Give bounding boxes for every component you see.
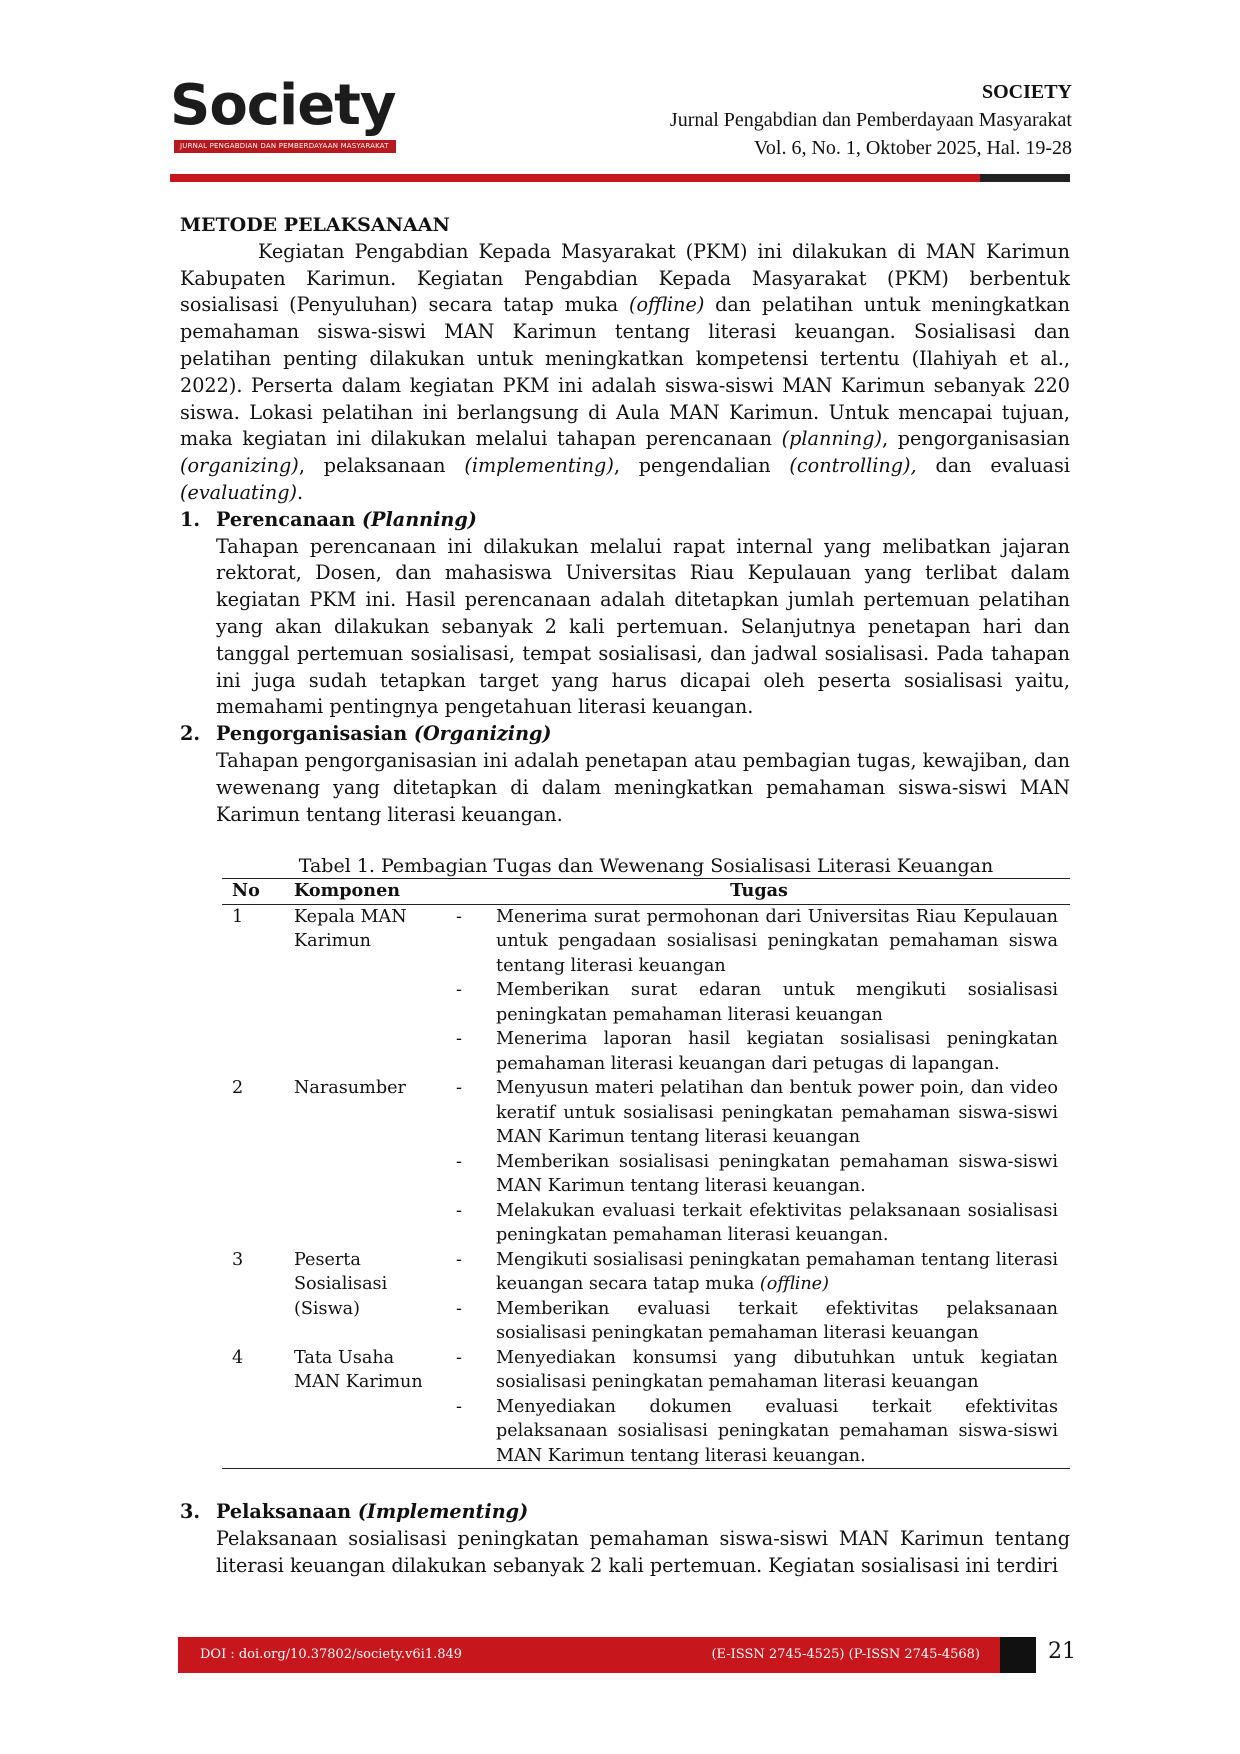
- table-block: [222, 854, 1070, 1469]
- list-number: 1.: [180, 507, 201, 531]
- task-item: - Menyediakan konsumsi yang dibutuhkan untuk kegiatan sosialisasi peningkatan pemahaman literasi keuangan: [456, 1347, 1058, 1393]
- header-komponen: Komponen: [290, 879, 448, 905]
- cell-tugas: [448, 1076, 1070, 1248]
- table-header-row: [222, 879, 1070, 905]
- list-number: 3.: [180, 1500, 201, 1524]
- task-item: - Melakukan evaluasi terkait efektivitas pelaksanaan sosialisasi peningkatan pemahaman literasi keuangan.: [456, 1200, 1058, 1246]
- task-table: [222, 878, 1070, 1469]
- table-caption: Tabel 1. Pembagian Tugas dan Wewenang Sosialisasi Literasi Keuangan: [298, 855, 994, 878]
- cell-komponen: Tata Usaha MAN Karimun: [290, 1346, 448, 1469]
- header-rule: [170, 174, 1070, 182]
- list-title: Pelaksanaan (Implementing): [216, 1500, 529, 1524]
- doi-link[interactable]: DOI : doi.org/10.37802/society.v6i1.849: [200, 1647, 463, 1662]
- cell-no: 3: [232, 1249, 244, 1270]
- list-paragraph: Pelaksanaan sosialisasi peningkatan pemahaman siswa-siswi MAN Karimun tentang literasi keuangan dilakukan sebanyak 2 kali pertemuan. Kegiatan sosialisasi ini terdiri: [216, 1527, 1070, 1577]
- section-heading: METODE PELAKSANAAN: [180, 214, 450, 236]
- header-rule-accent: [980, 174, 1070, 182]
- article-body: [180, 212, 1070, 1580]
- list-item-implementing: [180, 1499, 1070, 1579]
- list-item-organizing: [180, 721, 1070, 828]
- list-paragraph: Tahapan perencanaan ini dilakukan melalui rapat internal yang melibatkan jajaran rektorat, Dosen, dan mahasiswa Universitas Riau Kepulauan yang terlibat dalam kegiatan PKM ini. Hasil perencanaan adalah ditetapkan jumlah pertemuan pelatihan yang akan dilakukan sebanyak 2 kali pertemuan. Selanjutnya penetapan hari dan tanggal pertemuan sosialisasi, tempat sosialisasi, dan jadwal sosialisasi. Pada tahapan ini juga sudah tetapkan target yang harus dicapai oleh peserta sosialisasi yaitu, memahami pentingnya pengetahuan literasi keuangan.: [216, 534, 1070, 719]
- task-item: - Menerima surat permohonan dari Universitas Riau Kepulauan untuk pengadaan sosialisasi peningkatan pemahaman siswa tentang literasi keuangan: [456, 906, 1058, 976]
- task-item: - Memberikan surat edaran untuk mengikuti sosialisasi peningkatan pemahaman literasi keuangan: [456, 980, 1058, 1025]
- cell-tugas: [448, 904, 1070, 1076]
- journal-logo: [170, 73, 400, 158]
- cell-komponen: Kepala MAN Karimun: [294, 906, 407, 952]
- journal-subtitle: Jurnal Pengabdian dan Pemberdayaan Masyarakat: [669, 109, 1072, 131]
- footer-accent: [1000, 1637, 1036, 1673]
- cell-no: 1: [232, 906, 244, 927]
- table-row: [222, 904, 1070, 1076]
- cell-no: 2: [232, 1078, 244, 1099]
- list-title: Perencanaan (Planning): [216, 507, 477, 531]
- task-item: - Memberikan sosialisasi peningkatan pemahaman siswa-siswi MAN Karimun tentang literasi keuangan.: [456, 1151, 1058, 1197]
- page-number: 21: [1048, 1639, 1076, 1664]
- cell-tugas: [448, 1346, 1070, 1469]
- task-item: - Menyediakan dokumen evaluasi terkait efektivitas pelaksanaan sosialisasi peningkatan pemahaman siswa-siswi MAN Karimun tentang literasi keuangan.: [456, 1396, 1058, 1466]
- table-row: [222, 1346, 1070, 1469]
- task-item: - Memberikan evaluasi terkait efektivitas pelaksanaan sosialisasi peningkatan pemahaman literasi keuangan: [456, 1298, 1058, 1344]
- task-item: - Mengikuti sosialisasi peningkatan pemahaman tentang literasi keuangan secara tatap muka (offline): [456, 1249, 1058, 1295]
- intro-paragraph: Kegiatan Pengabdian Kepada Masyarakat (PKM) ini dilakukan di MAN Karimun Kabupaten Karimun. Kegiatan Pengabdian Kepada Masyarakat (PKM) berbentuk sosialisasi (Penyuluhan) secara tatap muka (offline) dan pelatihan untuk meningkatkan pemahaman siswa-siswi MAN Karimun tentang literasi keuangan. Sosialisasi dan pelatihan penting dilakukan untuk meningkatkan kompetensi tertentu (Ilahiyah et al., 2022). Perserta dalam kegiatan PKM ini adalah siswa-siswi MAN Karimun sebanyak 220 siswa. Lokasi pelatihan ini berlangsung di Aula MAN Karimun. Untuk mencapai tujuan, maka kegiatan ini dilakukan melalui tahapan perencanaan (planning), pengorganisasian (organizing), pelaksanaan (implementing), pengendalian (controlling), dan evaluasi (evaluating).: [180, 239, 1070, 504]
- cell-komponen: Narasumber: [294, 1078, 406, 1099]
- header-tugas: Tugas: [448, 879, 1070, 905]
- cell-tugas: [448, 1248, 1070, 1346]
- list-number: 2.: [180, 722, 201, 746]
- cell-no: 4: [222, 1346, 290, 1469]
- journal-name: SOCIETY: [981, 81, 1072, 103]
- table-row: [222, 1248, 1070, 1346]
- journal-header: [670, 78, 1072, 162]
- journal-volume: Vol. 6, No. 1, Oktober 2025, Hal. 19-28: [754, 137, 1072, 159]
- cell-komponen: Peserta Sosialisasi (Siswa): [294, 1249, 388, 1319]
- list-title: Pengorganisasian (Organizing): [216, 722, 552, 746]
- task-item: - Menyusun materi pelatihan dan bentuk power poin, dan video keratif untuk sosialisasi peningkatan pemahaman siswa-siswi MAN Karimun tentang literasi keuangan: [456, 1078, 1058, 1148]
- logo-tagline: JURNAL PENGABDIAN DAN PEMBERDAYAAN MASYARAKAT: [174, 140, 396, 153]
- issn-text: (E-ISSN 2745-4525) (P-ISSN 2745-4568): [711, 1647, 980, 1662]
- task-item: - Menerima laporan hasil kegiatan sosialisasi peningkatan pemahaman literasi keuangan dari petugas di lapangan.: [456, 1029, 1058, 1074]
- table-row: [222, 1076, 1070, 1248]
- list-item-planning: [180, 507, 1070, 721]
- logo-wordmark: Society: [170, 73, 396, 138]
- footer-bar: [178, 1637, 1000, 1673]
- header-no: No: [222, 879, 290, 905]
- list-paragraph: Tahapan pengorganisasian ini adalah penetapan atau pembagian tugas, kewajiban, dan wewenang yang ditetapkan di dalam meningkatkan pemahaman siswa-siswi MAN Karimun tentang literasi keuangan.: [216, 748, 1070, 826]
